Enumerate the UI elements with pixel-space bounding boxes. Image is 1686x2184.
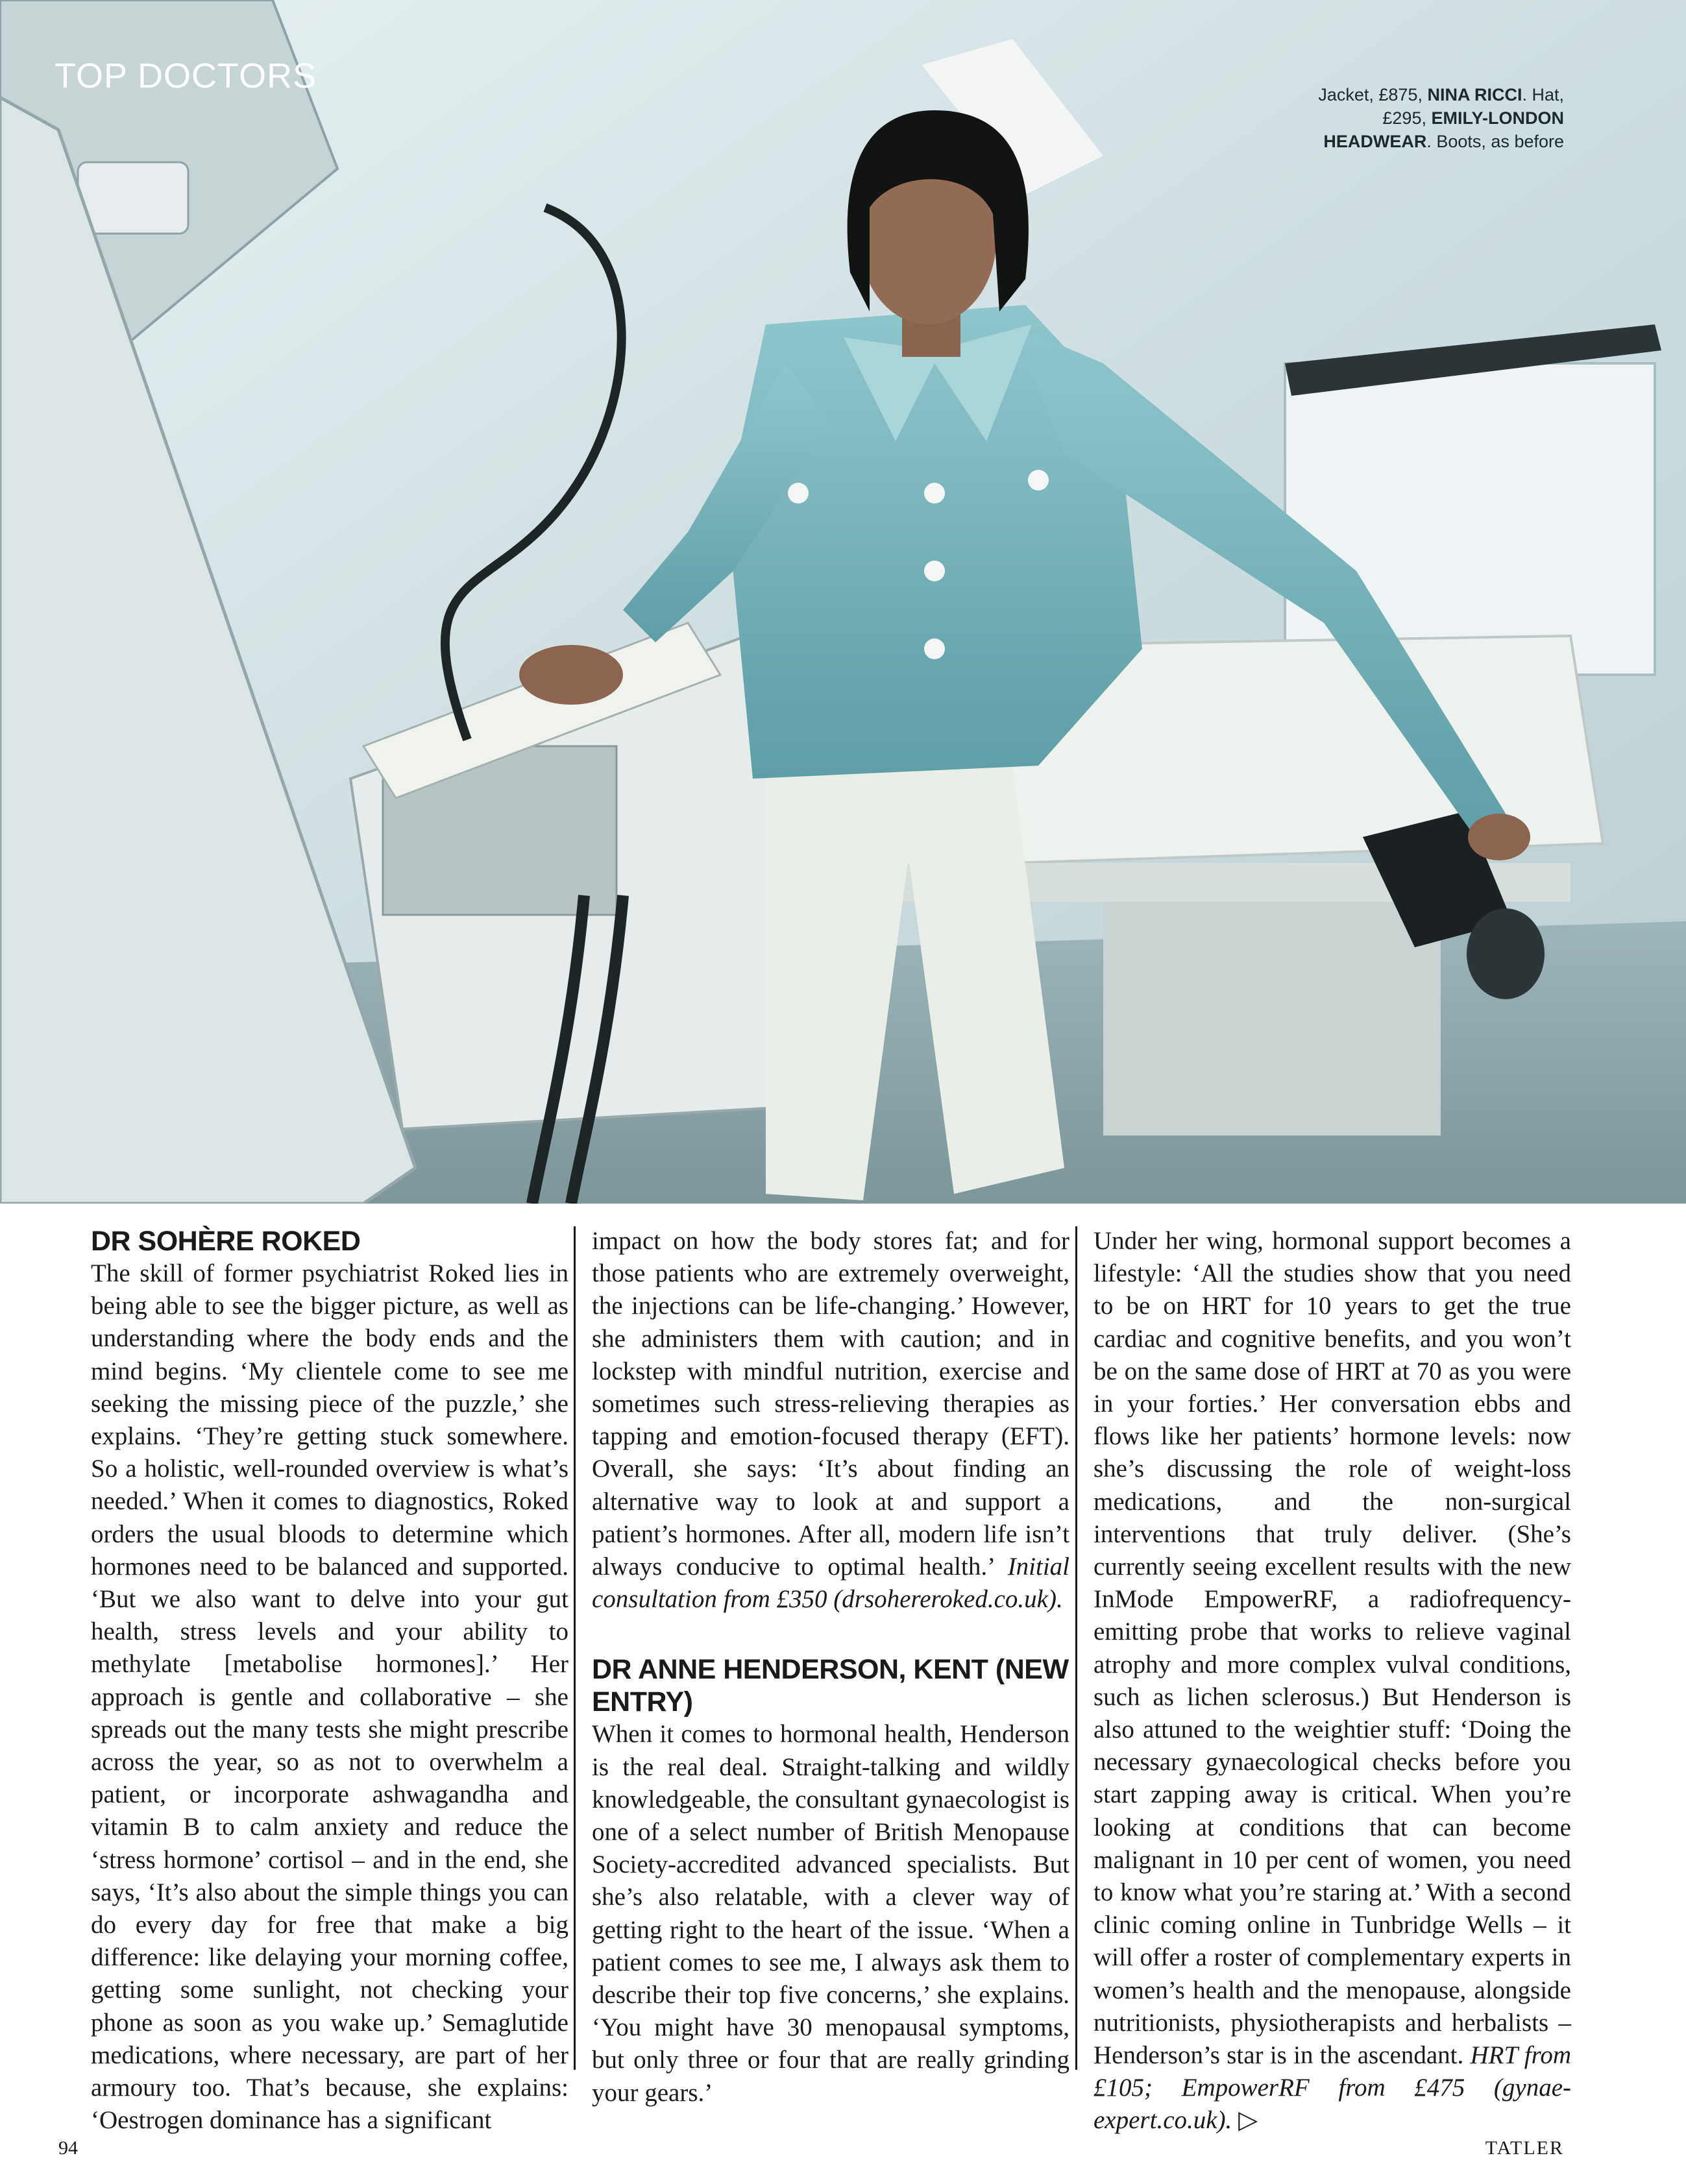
column-divider — [574, 1226, 576, 2070]
article-column-1 — [91, 1225, 568, 2137]
article-paragraph — [1093, 1225, 1571, 2137]
article-paragraph: When it comes to hormonal health, Henderson is the real deal. Straight-talking and wildly knowledgeable, the consultant gynaecologist is one of a select number of British Menopause Society-accredited advanced specialists. But she’s also relatable, with a clever way of getting right to the heart of the issue. ‘When a patient comes to see me, I always ask them to describe their top five concerns,’ she explains. ‘You might have 30 menopausal symptoms, but only three or four that are really grinding your gears.’ — [592, 1720, 1069, 2107]
article-column-2 — [592, 1225, 1069, 2109]
credit-text: . Hat, £295, — [1382, 85, 1564, 128]
column-divider — [1075, 1226, 1077, 2070]
price-info: HRT from £105; EmpowerRF from £475 (gynae-expert.co.uk). — [1093, 2041, 1571, 2135]
article-paragraph: The skill of former psychiatrist Roked lies in being able to see the bigger picture, as well as understanding where the body ends and the mind begins. ‘My clientele come to see me seeking the missing piece of the puzzle,’ she explains. ‘They’re getting stuck somewhere. So a holistic, well-rounded overview is what’s needed.’ When it comes to diagnostics, Roked orders the usual bloods to determine which hormones need to be balanced and supported. ‘But we also want to delve into your gut health, stress levels and your ability to methylate [metabolise hormones].’ Her approach is gentle and collaborative – she spreads out the many tests she might prescribe across the year, so as not to overwhelm a patient, or incorporate ashwagandha and vitamin B to calm anxiety and reduce the ‘stress hormone’ cortisol – and in the end, she says, ‘It’s also about the simple things you can do every day for free that make a big difference: like delaying your morning coffee, getting some sunlight, not checking your phone as soon as you wake up.’ Semaglutide medications, where necessary, are part of her armoury too. That’s because, she explains: ‘Oestrogen dominance has a significant — [91, 1259, 568, 2135]
paragraph-text: impact on how the body stores fat; and for those patients who are extremely overweight, the injections can be life-changing.’ However, she administers them with caution; and in lockstep with mindful nutrition, exercise and sometimes such stress-relieving therapies as tapping and emotion-focused therapy (EFT). Overall, she says: ‘It’s about finding an alternative way to look at and support a patient’s hormones. After all, modern life isn’t always conducive to optimal health.’ — [592, 1227, 1069, 1581]
credit-brand: EMILY-LONDON HEADWEAR — [1323, 108, 1564, 151]
price-info: Initial consultation from £350 (drsohereroked.co.uk). — [592, 1553, 1069, 1614]
paragraph-text: Under her wing, hormonal support becomes a lifestyle: ‘All the studies show that you need to be on HRT for 10 years to get the true cardiac and cognitive benefits, and you won’t be on the same dose of HRT at 70 as you were in your forties.’ Her conversation ebbs and flows like her patients’ hormone levels: now she’s discussing the role of weight-loss medications, and the non-surgical interventions that truly deliver. (She’s currently seeing excellent results with the new InMode EmpowerRF, a radiofrequency-emitting probe that works to relieve vaginal atrophy and more complex vulval conditions, such as lichen sclerosus.) But Henderson is also attuned to the weightier stuff: ‘Doing the necessary gynaecological checks before you start zapping away is critical. When you’re looking at conditions that can become malignant in 10 per cent of women, you need to know what you’re staring at.’ With a second clinic coming online in Tunbridge Wells – it will offer a roster of complementary experts in women’s health and the menopause, alongside nutritionists, physiotherapists and herbalists – Henderson’s star is in the ascendant. — [1093, 1227, 1571, 2070]
credit-text: . Boots, as before — [1426, 132, 1564, 151]
section-label: TOP DOCTORS — [55, 56, 317, 95]
end-mark-icon: ▷ — [1238, 2106, 1258, 2135]
section-gap — [592, 1616, 1069, 1653]
magazine-name: TATLER — [1485, 2137, 1564, 2159]
fashion-credit — [1291, 83, 1564, 153]
credit-text: Jacket, £875, — [1318, 85, 1428, 104]
credit-brand: NINA RICCI — [1427, 85, 1522, 104]
page-number: 94 — [58, 2137, 78, 2159]
article-column-3 — [1093, 1225, 1571, 2137]
doctor-heading: DR ANNE HENDERSON, KENT (NEW ENTRY) — [592, 1654, 1069, 1718]
article-paragraph — [592, 1225, 1069, 1616]
doctor-heading: DR SOHÈRE ROKED — [91, 1226, 361, 1257]
